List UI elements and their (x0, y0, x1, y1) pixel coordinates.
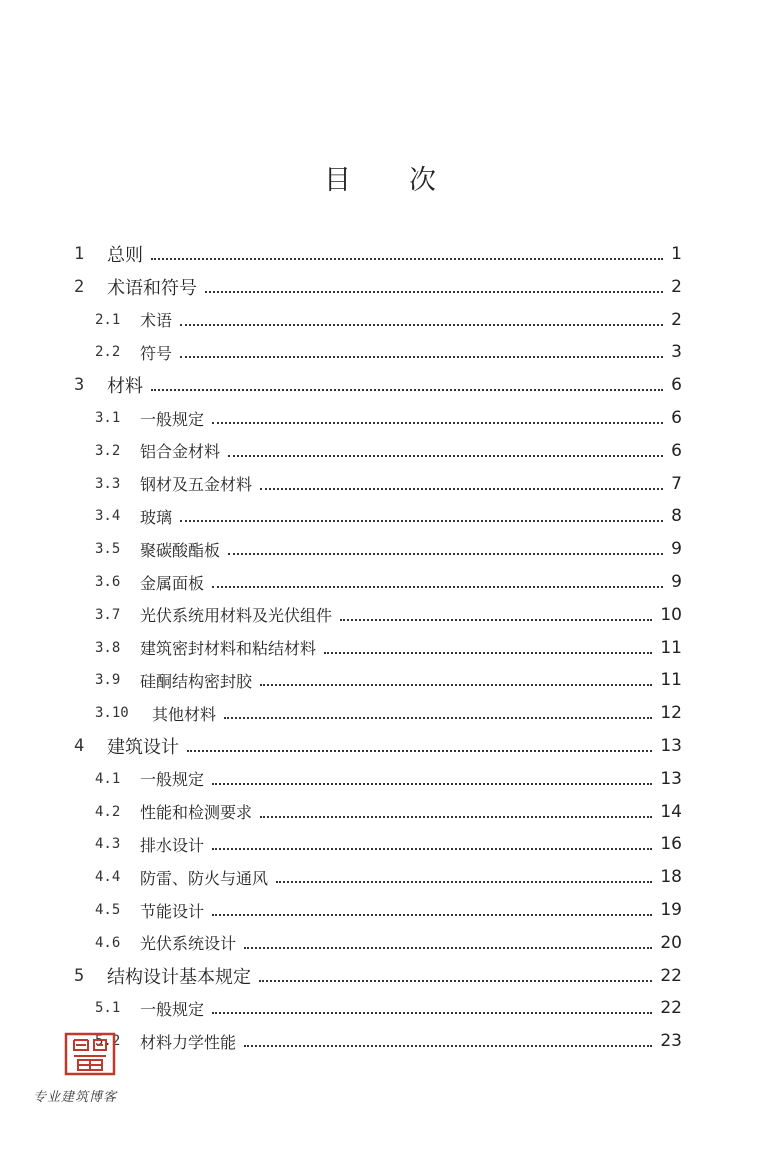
toc-entry[interactable] (0, 894, 760, 926)
toc-entry[interactable] (0, 468, 760, 500)
toc-entry-label: 性能和检测要求 (140, 803, 253, 823)
toc-leader-dots (205, 289, 663, 293)
toc-entry-label: 钢材及五金材料 (140, 475, 253, 495)
toc-entry-number: 4.3 (95, 836, 121, 853)
toc-entry-page: 16 (660, 834, 682, 855)
toc-leader-dots (259, 978, 652, 982)
toc-entry-number: 3 (74, 375, 85, 396)
toc-leader-dots (212, 912, 652, 916)
toc-entry-page: 2 (671, 309, 682, 330)
toc-entry[interactable] (0, 566, 760, 598)
toc-entry-number: 4.2 (95, 803, 121, 820)
toc-entry-label: 结构设计基本规定 (107, 966, 251, 988)
toc-entry[interactable] (0, 369, 760, 401)
toc-entry[interactable] (0, 533, 760, 565)
watermark: 专业建筑博客 (33, 1090, 118, 1105)
toc-entry-number: 3.4 (95, 508, 121, 525)
toc-entry-label: 建筑密封材料和粘结材料 (140, 639, 317, 659)
seal-stamp-icon (64, 1030, 116, 1076)
toc-entry-label: 术语和符号 (107, 277, 197, 299)
toc-entry-number: 3.1 (95, 410, 121, 426)
toc-leader-dots (151, 256, 663, 260)
toc-entry-page: 11 (660, 637, 682, 658)
toc-entry-label: 金属面板 (140, 573, 205, 593)
title-char-2: 次 (409, 165, 436, 196)
toc-entry-number: 2.1 (95, 311, 121, 328)
toc-entry[interactable] (0, 763, 760, 795)
toc-entry-number: 3.5 (95, 541, 121, 558)
toc-entry-number: 3.8 (95, 639, 121, 656)
toc-entry-number: 3.6 (95, 574, 121, 590)
toc-entry-page: 12 (660, 703, 682, 724)
toc-entry[interactable] (0, 402, 760, 434)
toc-entry-label: 光伏系统设计 (140, 934, 237, 954)
toc-entry-label: 一般规定 (140, 999, 205, 1019)
toc-entry-page: 13 (660, 736, 682, 756)
toc-leader-dots (180, 354, 663, 358)
toc-leader-dots (244, 945, 652, 949)
toc-entry-page: 18 (660, 867, 682, 888)
toc-entry-page: 11 (660, 670, 682, 691)
toc-entry-label: 玻璃 (140, 507, 173, 527)
toc-leader-dots (212, 584, 663, 588)
toc-entry-page: 1 (671, 244, 682, 264)
toc-entry[interactable] (0, 238, 760, 270)
toc-entry-number: 2.2 (95, 344, 121, 361)
toc-entry[interactable] (0, 960, 760, 992)
toc-entry-page: 8 (671, 506, 682, 527)
toc-entry[interactable] (0, 632, 760, 664)
toc-leader-dots (340, 617, 652, 621)
toc-leader-dots (187, 748, 652, 752)
toc-entry-page: 10 (660, 604, 682, 625)
toc-leader-dots (212, 846, 652, 850)
toc-entry[interactable] (0, 861, 760, 893)
toc-entry-label: 符号 (140, 343, 173, 363)
toc-entry[interactable] (0, 599, 760, 631)
toc-entry-page: 23 (660, 1031, 682, 1052)
toc-leader-dots (228, 551, 663, 555)
toc-entry[interactable] (0, 304, 760, 336)
toc-entry-page: 9 (671, 572, 682, 592)
toc-entry-page: 14 (660, 801, 682, 822)
toc-entry[interactable] (0, 927, 760, 959)
toc-entry-number: 1 (74, 244, 85, 264)
toc-leader-dots (228, 453, 663, 457)
toc-leader-dots (260, 682, 652, 686)
toc-entry-number: 4.1 (95, 770, 121, 787)
toc-leader-dots (212, 781, 652, 785)
toc-entry-number: 2 (74, 276, 85, 297)
toc-entry-number: 3.3 (95, 475, 121, 492)
toc-entry-number: 5.2 (95, 1033, 121, 1050)
toc-entry-label: 防雷、防火与通风 (140, 868, 269, 888)
toc-entry-page: 6 (671, 375, 682, 396)
toc-leader-dots (244, 1043, 652, 1047)
toc-entry-number: 4.6 (95, 934, 121, 951)
toc-entry-number: 4.4 (95, 869, 121, 886)
toc-leader-dots (324, 650, 652, 654)
toc-entry-number: 4.5 (95, 902, 121, 918)
toc-entry-page: 9 (671, 539, 682, 560)
toc-entry-number: 3.10 (95, 705, 129, 722)
toc-leader-dots (212, 1010, 652, 1014)
toc-entry[interactable] (0, 796, 760, 828)
toc-entry-label: 铝合金材料 (140, 442, 221, 462)
toc-leader-dots (151, 387, 663, 391)
toc-leader-dots (212, 420, 663, 424)
toc-entry-label: 材料 (107, 376, 143, 398)
toc-entry-page: 2 (671, 276, 682, 297)
toc-entry[interactable] (0, 992, 760, 1024)
toc-entry-label: 聚碳酸酯板 (140, 540, 221, 560)
toc-entry-page: 13 (660, 768, 682, 789)
toc-entry-page: 7 (671, 473, 682, 494)
toc-entry-number: 3.2 (95, 442, 121, 459)
toc-leader-dots (224, 715, 652, 719)
toc-entry-page: 6 (671, 440, 682, 461)
toc-entry[interactable] (0, 697, 760, 729)
toc-entry-number: 5 (74, 965, 85, 986)
toc-entry-page: 6 (671, 408, 682, 428)
toc-entry-number: 4 (74, 736, 85, 756)
toc-entry[interactable] (0, 336, 760, 368)
toc-leader-dots (180, 322, 663, 326)
toc-entry-page: 20 (660, 932, 682, 953)
toc-entry[interactable] (0, 500, 760, 532)
toc-leader-dots (260, 486, 663, 490)
toc-leader-dots (260, 814, 652, 818)
toc-entry[interactable] (0, 664, 760, 696)
toc-entry-label: 节能设计 (140, 901, 205, 921)
toc-entry-number: 5.1 (95, 1000, 121, 1017)
toc-leader-dots (180, 518, 663, 522)
toc-entry-page: 22 (660, 998, 682, 1019)
toc-entry-page: 22 (660, 965, 682, 986)
toc-entry-label: 材料力学性能 (140, 1032, 237, 1052)
toc-entry-label: 光伏系统用材料及光伏组件 (140, 606, 333, 626)
toc-entry[interactable] (0, 828, 760, 860)
toc-entry-label: 术语 (140, 311, 173, 331)
toc-entry-number: 3.7 (95, 606, 121, 623)
toc-entry-page: 19 (660, 900, 682, 920)
toc-entry-label: 一般规定 (140, 409, 205, 429)
toc-entry-label: 一般规定 (140, 770, 205, 790)
toc-entry-label: 排水设计 (140, 835, 205, 855)
toc-entry-label: 建筑设计 (107, 737, 179, 758)
toc-entry[interactable] (0, 271, 760, 303)
toc-entry[interactable] (0, 730, 760, 762)
toc-entry-number: 3.9 (95, 672, 121, 689)
toc-entry-page: 3 (671, 342, 682, 363)
toc-entry-label: 总则 (107, 245, 143, 266)
toc-entry[interactable] (0, 435, 760, 467)
toc-entry-label: 硅酮结构密封胶 (140, 671, 253, 691)
toc-leader-dots (276, 879, 652, 883)
toc-entry-label: 其他材料 (152, 704, 217, 724)
page-title (0, 158, 760, 197)
title-char-1: 目 (324, 165, 351, 196)
